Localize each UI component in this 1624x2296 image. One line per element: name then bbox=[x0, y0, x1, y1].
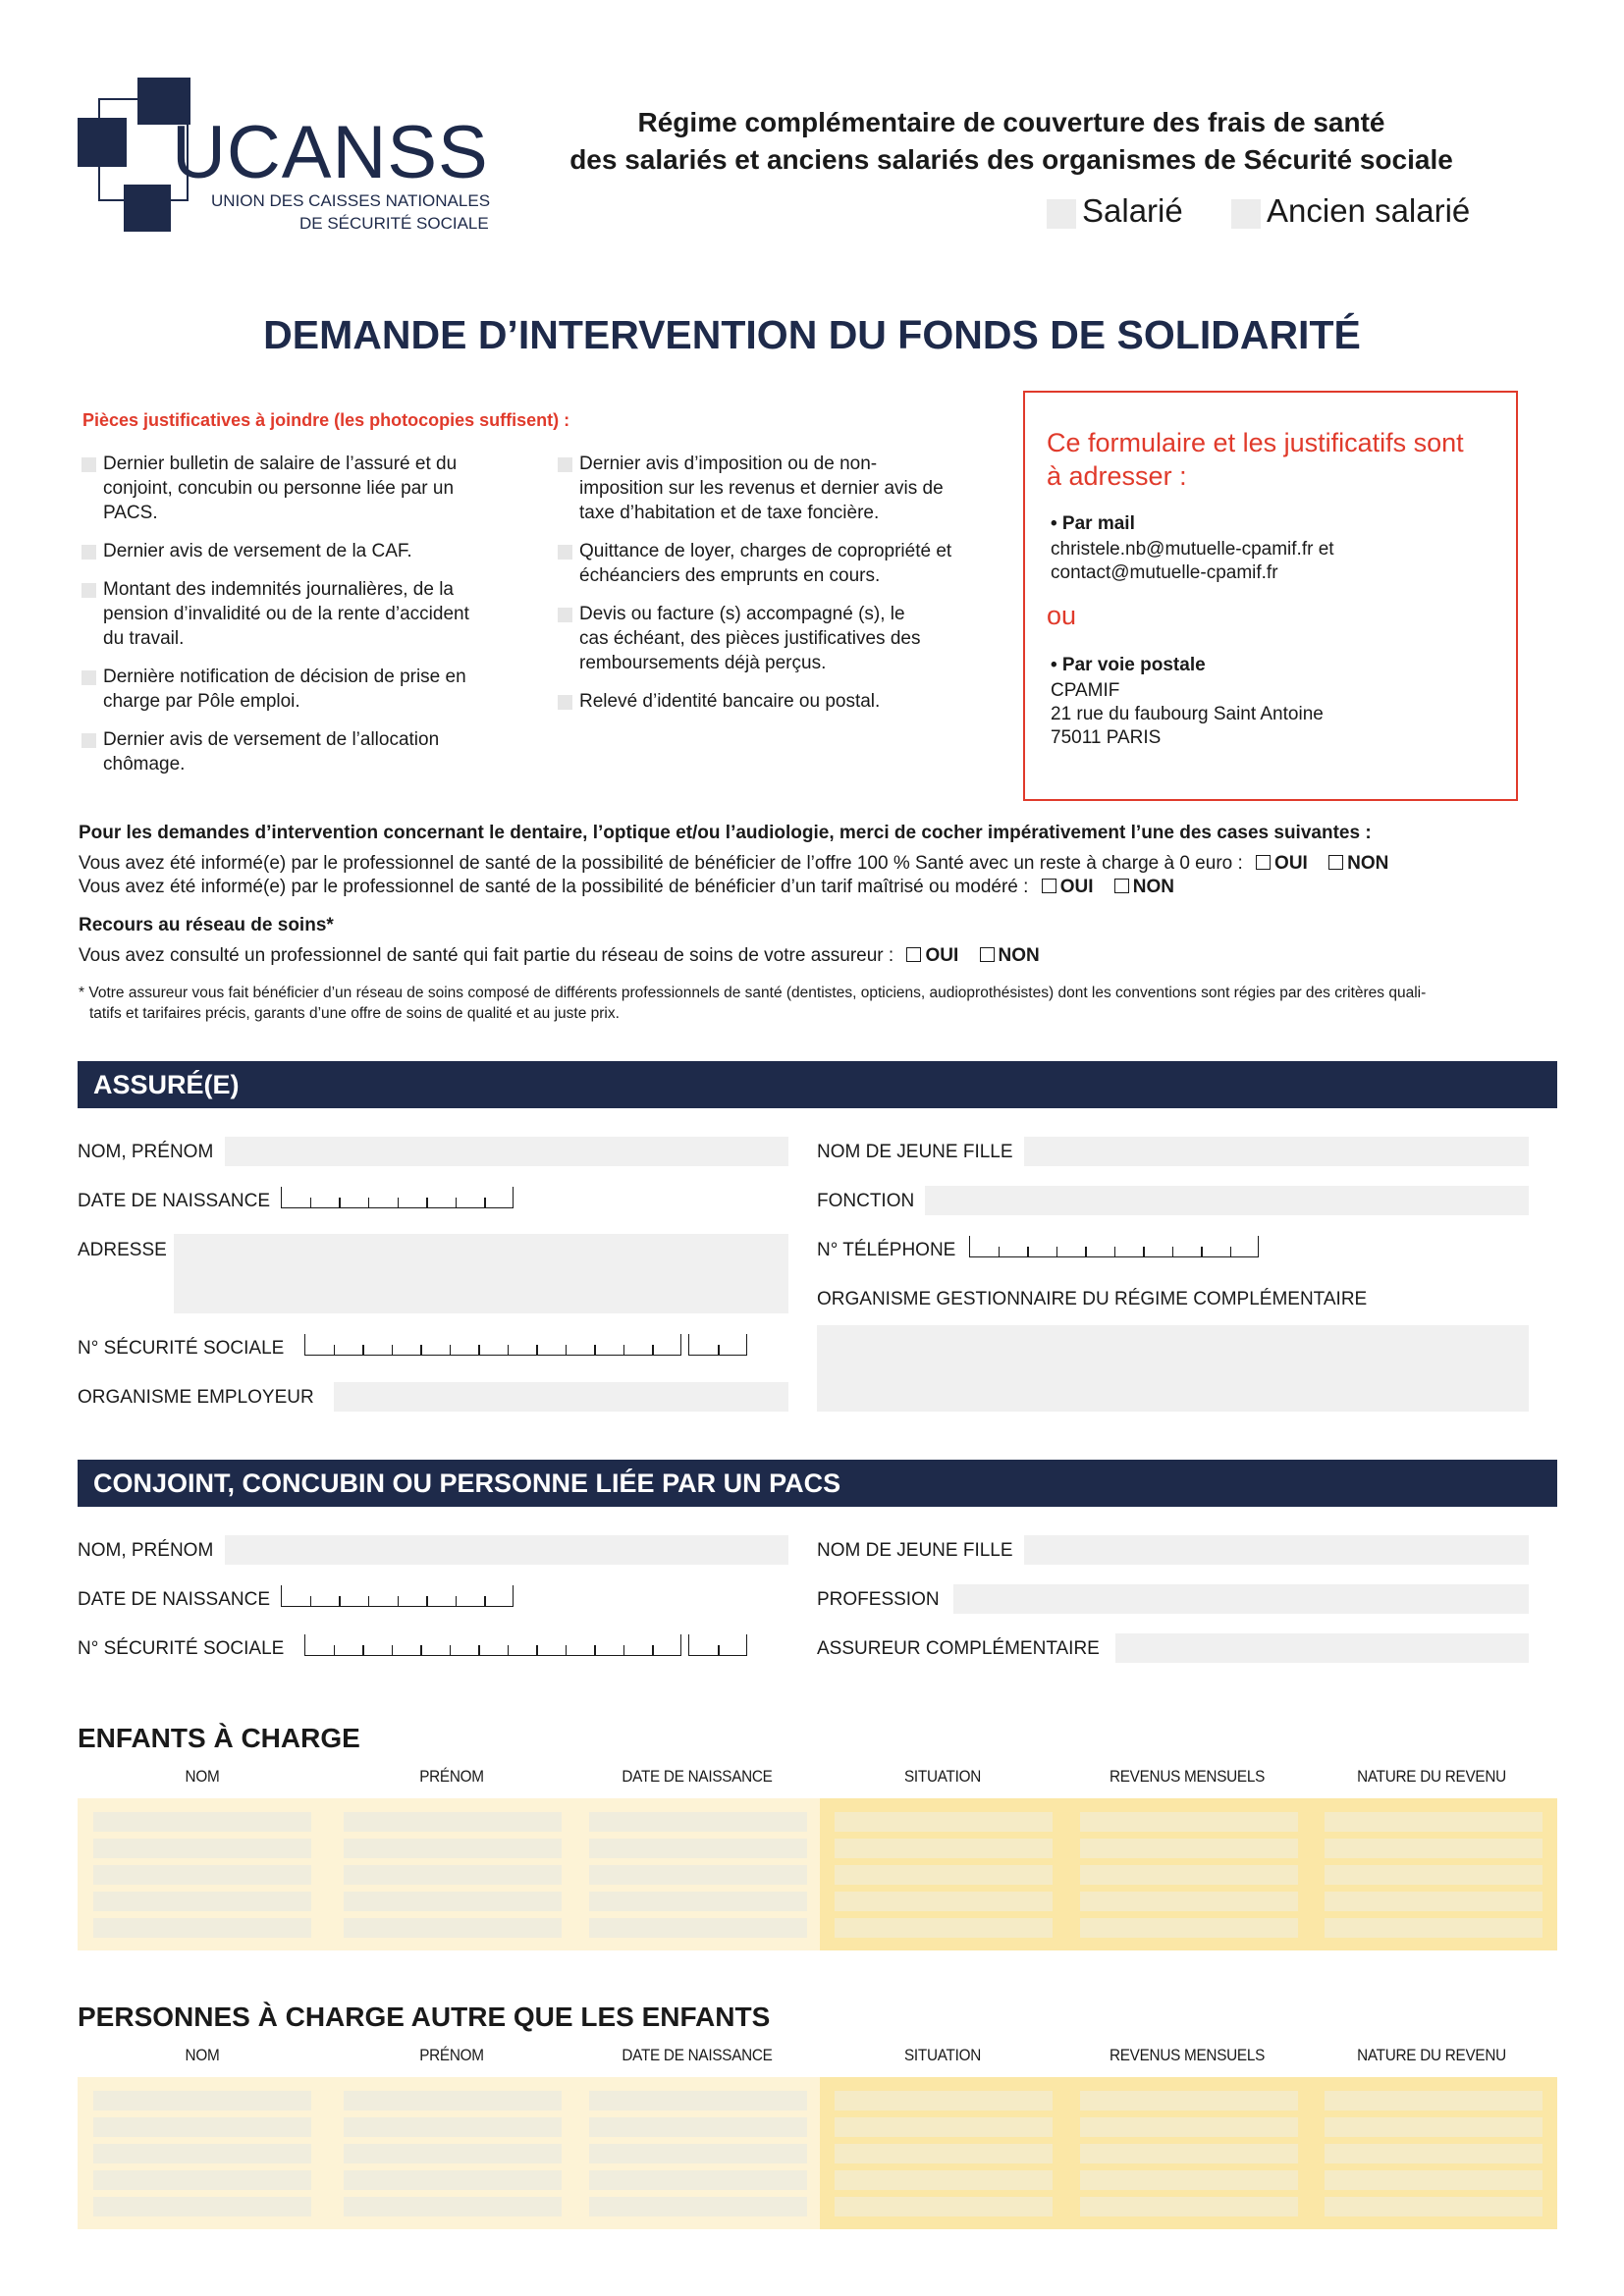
assure-naissance-label: DATE DE NAISSANCE bbox=[78, 1191, 271, 1211]
digit-separator bbox=[1085, 1247, 1087, 1256]
digit-separator bbox=[566, 1345, 568, 1355]
assure-secu-label: N° SÉCURITÉ SOCIALE bbox=[78, 1338, 285, 1359]
table-cell[interactable] bbox=[344, 1865, 562, 1885]
q2-oui-checkbox[interactable] bbox=[1042, 879, 1056, 893]
dental-question-2 bbox=[79, 877, 1174, 898]
conjoint-jeune-fille-label: NOM DE JEUNE FILLE bbox=[817, 1540, 1013, 1561]
dental-question-1 bbox=[79, 853, 1388, 875]
q1-oui-checkbox[interactable] bbox=[1256, 855, 1271, 870]
column-header: PRÉNOM bbox=[419, 2046, 484, 2064]
column-header: DATE DE NAISSANCE bbox=[622, 1767, 773, 1786]
table-cell[interactable] bbox=[93, 2144, 311, 2163]
digit-separator bbox=[450, 1345, 452, 1355]
network-heading: Recours au réseau de soins* bbox=[79, 915, 334, 935]
assure-jeune-fille-label: NOM DE JEUNE FILLE bbox=[817, 1142, 1013, 1162]
ou-label: ou bbox=[1047, 601, 1077, 630]
digit-separator bbox=[310, 1596, 312, 1606]
column-header: REVENUS MENSUELS bbox=[1109, 1767, 1266, 1786]
digit-separator bbox=[594, 1645, 596, 1655]
digit-separator bbox=[398, 1198, 400, 1207]
table-cell[interactable] bbox=[589, 2091, 807, 2110]
piece-checkbox[interactable] bbox=[558, 695, 572, 710]
digit-separator bbox=[1201, 1247, 1203, 1256]
table-cell[interactable] bbox=[589, 1892, 807, 1911]
assure-fonction-label: FONCTION bbox=[817, 1191, 915, 1211]
conjoint-assureur-field[interactable] bbox=[1115, 1633, 1529, 1663]
footnote-line-1: * Votre assureur vous fait bénéficier d’un réseau de soins composé de différents professionnels de santé (dentistes, opticiens, audioprothésistes) dont les conventions sont régies par des critères quali- bbox=[79, 985, 1427, 1001]
piece-text: Relevé d’identité bancaire ou postal. bbox=[579, 691, 881, 712]
table-cell[interactable] bbox=[589, 2197, 807, 2216]
digit-separator bbox=[310, 1198, 312, 1207]
piece-item bbox=[103, 665, 496, 714]
column-header: NATURE DU REVENU bbox=[1357, 1767, 1506, 1786]
table-cell[interactable] bbox=[589, 1918, 807, 1938]
conjoint-secu-field[interactable] bbox=[304, 1634, 681, 1656]
table-cell[interactable] bbox=[835, 1865, 1053, 1885]
digit-separator bbox=[718, 1645, 720, 1655]
table-cell[interactable] bbox=[835, 2144, 1053, 2163]
column-header: NATURE DU REVENU bbox=[1357, 2046, 1506, 2064]
table-cell[interactable] bbox=[93, 2091, 311, 2110]
table-cell[interactable] bbox=[344, 1892, 562, 1911]
table-cell[interactable] bbox=[1325, 2197, 1543, 2216]
table-cell[interactable] bbox=[1080, 1865, 1298, 1885]
post-line-3: 75011 PARIS bbox=[1051, 727, 1162, 748]
salarie-label: Salarié bbox=[1082, 192, 1183, 229]
table-cell[interactable] bbox=[1325, 1839, 1543, 1858]
assure-adresse-field[interactable] bbox=[174, 1234, 788, 1313]
q1-non-checkbox[interactable] bbox=[1328, 855, 1343, 870]
table-cell[interactable] bbox=[344, 2144, 562, 2163]
column-header: REVENUS MENSUELS bbox=[1109, 2046, 1266, 2064]
q3-non-label: NON bbox=[998, 945, 1040, 966]
table-cell[interactable] bbox=[1080, 2197, 1298, 2216]
table-cell[interactable] bbox=[344, 1812, 562, 1832]
table-cell[interactable] bbox=[1325, 2144, 1543, 2163]
q1-oui-label: OUI bbox=[1274, 853, 1308, 874]
post-label: • Par voie postale bbox=[1051, 655, 1206, 675]
digit-separator bbox=[508, 1645, 510, 1655]
table-cell[interactable] bbox=[1325, 2117, 1543, 2137]
column-header: PRÉNOM bbox=[419, 1767, 484, 1786]
piece-text: imposition sur les revenus et dernier avis de bbox=[579, 478, 944, 499]
table-cell[interactable] bbox=[589, 2117, 807, 2137]
digit-separator bbox=[508, 1345, 510, 1355]
piece-text: pension d’invalidité ou de la rente d’accident bbox=[103, 604, 469, 624]
assure-nom-field[interactable] bbox=[225, 1137, 788, 1166]
table-cell[interactable] bbox=[1080, 1918, 1298, 1938]
digit-separator bbox=[1230, 1247, 1232, 1256]
piece-item bbox=[103, 539, 496, 563]
table-cell[interactable] bbox=[344, 2170, 562, 2190]
q3-oui-label: OUI bbox=[925, 945, 959, 966]
assure-jeune-fille-field[interactable] bbox=[1024, 1137, 1529, 1166]
post-line-1: CPAMIF bbox=[1051, 680, 1120, 701]
assure-telephone-label: N° TÉLÉPHONE bbox=[817, 1240, 956, 1260]
piece-text: échéanciers des emprunts en cours. bbox=[579, 565, 881, 586]
piece-text: Dernier avis d’imposition ou de non- bbox=[579, 454, 878, 474]
digit-separator bbox=[456, 1596, 458, 1606]
assure-naissance-field[interactable] bbox=[281, 1187, 514, 1208]
piece-text: Devis ou facture (s) accompagné (s), le bbox=[579, 604, 905, 624]
table-cell[interactable] bbox=[344, 2117, 562, 2137]
q3-oui-checkbox[interactable] bbox=[906, 947, 921, 962]
digit-separator bbox=[392, 1345, 394, 1355]
assure-nom-label: NOM, PRÉNOM bbox=[78, 1142, 214, 1162]
column-header: SITUATION bbox=[903, 1767, 982, 1786]
digit-separator bbox=[392, 1645, 394, 1655]
table-cell[interactable] bbox=[1080, 2117, 1298, 2137]
question-2-text: Vous avez été informé(e) par le professionnel de santé de la possibilité de bénéficier d’un tarif maîtrisé ou modéré : bbox=[79, 877, 1029, 897]
column-header: NOM bbox=[185, 2046, 220, 2064]
digit-separator bbox=[478, 1345, 480, 1355]
assure-organisme-gestionnaire-field[interactable] bbox=[817, 1325, 1529, 1412]
table-cell[interactable] bbox=[835, 1892, 1053, 1911]
digit-separator bbox=[484, 1198, 486, 1207]
digit-separator bbox=[999, 1247, 1001, 1256]
digit-separator bbox=[334, 1645, 336, 1655]
table-cell[interactable] bbox=[1080, 1839, 1298, 1858]
salarie-checkbox[interactable] bbox=[1047, 199, 1076, 229]
logo-wordmark: UCANSS bbox=[172, 111, 489, 194]
digit-separator bbox=[478, 1645, 480, 1655]
logo-subtitle-2: DE SÉCURITÉ SOCIALE bbox=[299, 214, 489, 233]
table-cell[interactable] bbox=[835, 1918, 1053, 1938]
digit-separator bbox=[398, 1596, 400, 1606]
assure-secu-key-field[interactable] bbox=[688, 1334, 747, 1356]
mail-address-2[interactable]: contact@mutuelle-cpamif.fr bbox=[1051, 562, 1278, 583]
autres-heading: PERSONNES À CHARGE AUTRE QUE LES ENFANTS bbox=[78, 2002, 771, 2032]
digit-separator bbox=[456, 1198, 458, 1207]
table-cell[interactable] bbox=[1325, 1865, 1543, 1885]
piece-text: conjoint, concubin ou personne liée par un bbox=[103, 478, 455, 499]
digit-separator bbox=[426, 1596, 428, 1606]
dental-heading: Pour les demandes d’intervention concernant le dentaire, l’optique et/ou l’audiologie, merci de cocher impérativement l’une des cases suivantes : bbox=[79, 823, 1372, 843]
piece-item bbox=[579, 452, 972, 525]
digit-separator bbox=[1143, 1247, 1145, 1256]
table-cell[interactable] bbox=[344, 1839, 562, 1858]
table-cell[interactable] bbox=[1325, 1812, 1543, 1832]
piece-text: PACS. bbox=[103, 503, 158, 523]
table-cell[interactable] bbox=[1325, 1892, 1543, 1911]
digit-separator bbox=[1027, 1247, 1029, 1256]
table-cell[interactable] bbox=[344, 2197, 562, 2216]
table-cell[interactable] bbox=[1080, 2170, 1298, 2190]
ancien-salarie-checkbox[interactable] bbox=[1231, 199, 1261, 229]
digit-separator bbox=[1056, 1247, 1058, 1256]
network-question bbox=[79, 945, 1040, 967]
piece-text: cas échéant, des pièces justificatives des bbox=[579, 628, 921, 649]
header-line-2: des salariés et anciens salariés des organismes de Sécurité sociale bbox=[569, 144, 1453, 175]
conjoint-nom-field[interactable] bbox=[225, 1535, 788, 1565]
assure-adresse-label: ADRESSE bbox=[78, 1240, 167, 1260]
piece-text: Quittance de loyer, charges de copropriété et bbox=[579, 541, 952, 561]
digit-separator bbox=[652, 1345, 654, 1355]
piece-text: du travail. bbox=[103, 628, 185, 649]
table-cell[interactable] bbox=[589, 1865, 807, 1885]
digit-separator bbox=[339, 1596, 341, 1606]
digit-separator bbox=[536, 1645, 538, 1655]
piece-item bbox=[103, 577, 496, 651]
conjoint-profession-label: PROFESSION bbox=[817, 1589, 940, 1610]
table-cell[interactable] bbox=[835, 2170, 1053, 2190]
piece-checkbox[interactable] bbox=[81, 545, 96, 560]
assure-secu-field[interactable] bbox=[304, 1334, 681, 1356]
piece-checkbox[interactable] bbox=[558, 545, 572, 560]
piece-text: taxe d’habitation et de taxe foncière. bbox=[579, 503, 880, 523]
assure-organisme-gestionnaire-label: ORGANISME GESTIONNAIRE DU RÉGIME COMPLÉMENTAIRE bbox=[817, 1289, 1368, 1309]
table-cell[interactable] bbox=[93, 1918, 311, 1938]
address-title-2: à adresser : bbox=[1047, 461, 1187, 491]
mail-label: • Par mail bbox=[1051, 513, 1135, 534]
table-cell[interactable] bbox=[589, 2170, 807, 2190]
q3-non-checkbox[interactable] bbox=[980, 947, 995, 962]
piece-text: Dernier bulletin de salaire de l’assuré et du bbox=[103, 454, 458, 474]
piece-text: chômage. bbox=[103, 754, 186, 774]
piece-text: Dernier avis de versement de l’allocation bbox=[103, 729, 440, 750]
column-header: DATE DE NAISSANCE bbox=[622, 2046, 773, 2064]
table-cell[interactable] bbox=[1080, 2144, 1298, 2163]
table-cell[interactable] bbox=[1080, 1812, 1298, 1832]
post-line-2: 21 rue du faubourg Saint Antoine bbox=[1051, 704, 1324, 724]
digit-separator bbox=[718, 1345, 720, 1355]
table-cell[interactable] bbox=[93, 1865, 311, 1885]
piece-checkbox[interactable] bbox=[81, 670, 96, 685]
header-line-1: Régime complémentaire de couverture des frais de santé bbox=[637, 107, 1385, 137]
digit-separator bbox=[420, 1345, 422, 1355]
digit-separator bbox=[623, 1645, 625, 1655]
digit-separator bbox=[339, 1198, 341, 1207]
digit-separator bbox=[484, 1596, 486, 1606]
assure-employeur-field[interactable] bbox=[334, 1382, 788, 1412]
question-3-text: Vous avez consulté un professionnel de santé qui fait partie du réseau de soins de votre assureur : bbox=[79, 945, 894, 966]
piece-item bbox=[579, 689, 972, 714]
table-cell[interactable] bbox=[93, 1839, 311, 1858]
digit-separator bbox=[334, 1345, 336, 1355]
conjoint-naissance-label: DATE DE NAISSANCE bbox=[78, 1589, 271, 1610]
enfants-heading: ENFANTS À CHARGE bbox=[78, 1723, 360, 1753]
conjoint-section-header: CONJOINT, CONCUBIN OU PERSONNE LIÉE PAR UN PACS bbox=[78, 1460, 1557, 1507]
column-header: SITUATION bbox=[903, 2046, 982, 2064]
table-cell[interactable] bbox=[1325, 1918, 1543, 1938]
piece-text: Dernière notification de décision de prise en bbox=[103, 667, 466, 687]
table-cell[interactable] bbox=[835, 1812, 1053, 1832]
piece-item bbox=[579, 539, 972, 588]
logo-subtitle-1: UNION DES CAISSES NATIONALES bbox=[211, 191, 491, 210]
piece-item bbox=[579, 602, 972, 675]
piece-checkbox[interactable] bbox=[81, 733, 96, 748]
piece-text: Dernier avis de versement de la CAF. bbox=[103, 541, 412, 561]
address-box bbox=[1023, 391, 1518, 801]
conjoint-profession-field[interactable] bbox=[953, 1584, 1529, 1614]
table-cell[interactable] bbox=[93, 1812, 311, 1832]
assure-telephone-field[interactable] bbox=[969, 1236, 1259, 1257]
piece-item bbox=[103, 727, 496, 776]
digit-separator bbox=[594, 1345, 596, 1355]
digit-separator bbox=[652, 1645, 654, 1655]
table-cell[interactable] bbox=[1325, 2170, 1543, 2190]
table-cell[interactable] bbox=[835, 2117, 1053, 2137]
table-cell[interactable] bbox=[93, 2117, 311, 2137]
piece-item bbox=[103, 452, 496, 525]
digit-separator bbox=[426, 1198, 428, 1207]
assure-section-header: ASSURÉ(E) bbox=[78, 1061, 1557, 1108]
pieces-heading: Pièces justificatives à joindre (les photocopies suffisent) : bbox=[82, 410, 570, 430]
q2-non-label: NON bbox=[1132, 877, 1175, 897]
conjoint-nom-label: NOM, PRÉNOM bbox=[78, 1540, 214, 1561]
q2-oui-label: OUI bbox=[1059, 877, 1094, 897]
table-cell[interactable] bbox=[93, 2170, 311, 2190]
mail-address-1[interactable]: christele.nb@mutuelle-cpamif.fr et bbox=[1051, 539, 1334, 560]
table-cell[interactable] bbox=[589, 2144, 807, 2163]
ancien-salarie-label: Ancien salarié bbox=[1267, 192, 1471, 229]
table-cell[interactable] bbox=[835, 2197, 1053, 2216]
piece-text: remboursements déjà perçus. bbox=[579, 653, 827, 673]
assure-fonction-field[interactable] bbox=[925, 1186, 1529, 1215]
conjoint-assureur-label: ASSUREUR COMPLÉMENTAIRE bbox=[817, 1638, 1100, 1659]
digit-separator bbox=[368, 1596, 370, 1606]
table-cell[interactable] bbox=[344, 2091, 562, 2110]
digit-separator bbox=[1172, 1247, 1174, 1256]
table-cell[interactable] bbox=[589, 1839, 807, 1858]
conjoint-naissance-field[interactable] bbox=[281, 1585, 514, 1607]
page-title: DEMANDE D’INTERVENTION DU FONDS DE SOLIDARITÉ bbox=[263, 312, 1361, 357]
digit-separator bbox=[362, 1645, 364, 1655]
table-cell[interactable] bbox=[1080, 2091, 1298, 2110]
table-cell[interactable] bbox=[93, 1892, 311, 1911]
piece-text: Montant des indemnités journalières, de la bbox=[103, 579, 454, 600]
table-cell[interactable] bbox=[1325, 2091, 1543, 2110]
address-title-1: Ce formulaire et les justificatifs sont bbox=[1047, 428, 1464, 457]
piece-checkbox[interactable] bbox=[558, 457, 572, 472]
footnote-line-2: tatifs et tarifaires précis, garants d’une offre de soins de qualité et au juste prix. bbox=[89, 1005, 620, 1022]
conjoint-secu-label: N° SÉCURITÉ SOCIALE bbox=[78, 1638, 285, 1659]
piece-checkbox[interactable] bbox=[558, 608, 572, 622]
digit-separator bbox=[1114, 1247, 1116, 1256]
digit-separator bbox=[362, 1345, 364, 1355]
q1-non-label: NON bbox=[1347, 853, 1389, 874]
table-cell[interactable] bbox=[344, 1918, 562, 1938]
digit-separator bbox=[623, 1345, 625, 1355]
table-cell[interactable] bbox=[93, 2197, 311, 2216]
assure-employeur-label: ORGANISME EMPLOYEUR bbox=[78, 1387, 314, 1408]
table-cell[interactable] bbox=[589, 1812, 807, 1832]
table-cell[interactable] bbox=[835, 2091, 1053, 2110]
column-header: NOM bbox=[185, 1767, 220, 1786]
digit-separator bbox=[450, 1645, 452, 1655]
piece-checkbox[interactable] bbox=[81, 457, 96, 472]
table-cell[interactable] bbox=[1080, 1892, 1298, 1911]
digit-separator bbox=[536, 1345, 538, 1355]
digit-separator bbox=[420, 1645, 422, 1655]
q2-non-checkbox[interactable] bbox=[1114, 879, 1129, 893]
piece-text: charge par Pôle emploi. bbox=[103, 691, 300, 712]
question-1-text: Vous avez été informé(e) par le professionnel de santé de la possibilité de bénéficier de l’offre 100 % Santé avec un reste à charge à 0 euro : bbox=[79, 853, 1243, 874]
conjoint-jeune-fille-field[interactable] bbox=[1024, 1535, 1529, 1565]
table-cell[interactable] bbox=[835, 1839, 1053, 1858]
conjoint-secu-key-field[interactable] bbox=[688, 1634, 747, 1656]
piece-checkbox[interactable] bbox=[81, 583, 96, 598]
digit-separator bbox=[368, 1198, 370, 1207]
digit-separator bbox=[566, 1645, 568, 1655]
